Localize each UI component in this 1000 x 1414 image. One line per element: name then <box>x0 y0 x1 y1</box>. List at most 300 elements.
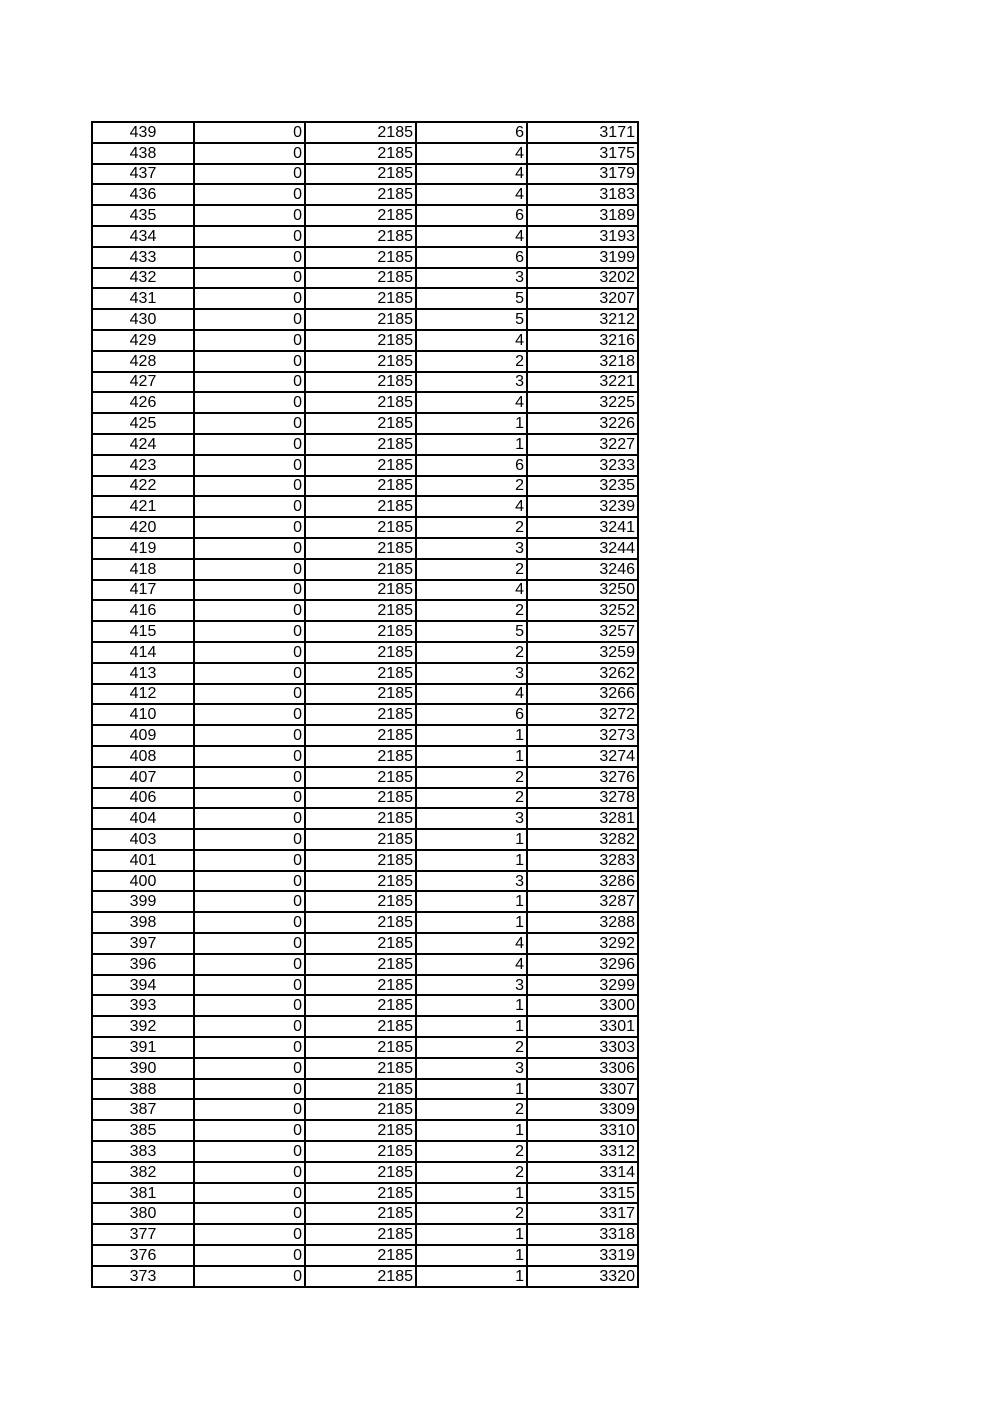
table-row <box>92 912 638 933</box>
table-cell-col-4: 4 <box>416 954 527 975</box>
table-row <box>92 725 638 746</box>
table-cell-col-1: 415 <box>92 621 194 642</box>
table-cell-col-5: 3225 <box>527 392 638 413</box>
table-cell-col-4: 3 <box>416 871 527 892</box>
table-cell-col-4: 1 <box>416 1245 527 1266</box>
table-row <box>92 788 638 809</box>
table-row <box>92 975 638 996</box>
table-cell-col-1: 392 <box>92 1016 194 1037</box>
table-row <box>92 1058 638 1079</box>
table-cell-col-2: 0 <box>194 1183 305 1204</box>
table-cell-col-5: 3257 <box>527 621 638 642</box>
table-cell-col-5: 3218 <box>527 351 638 372</box>
table-cell-col-2: 0 <box>194 413 305 434</box>
table-cell-col-1: 400 <box>92 871 194 892</box>
table-cell-col-2: 0 <box>194 455 305 476</box>
table-cell-col-5: 3235 <box>527 476 638 497</box>
table-cell-col-3: 2185 <box>305 871 416 892</box>
table-cell-col-5: 3317 <box>527 1203 638 1224</box>
table-cell-col-4: 5 <box>416 621 527 642</box>
table-cell-col-3: 2185 <box>305 476 416 497</box>
table-row <box>92 1141 638 1162</box>
table-cell-col-3: 2185 <box>305 1079 416 1100</box>
table-cell-col-5: 3272 <box>527 704 638 725</box>
table-cell-col-4: 2 <box>416 767 527 788</box>
table-row <box>92 1183 638 1204</box>
table-cell-col-1: 439 <box>92 122 194 143</box>
table-cell-col-2: 0 <box>194 580 305 601</box>
table-row <box>92 372 638 393</box>
table-cell-col-2: 0 <box>194 746 305 767</box>
table-cell-col-5: 3296 <box>527 954 638 975</box>
table-cell-col-5: 3301 <box>527 1016 638 1037</box>
table-cell-col-4: 2 <box>416 788 527 809</box>
table-cell-col-5: 3244 <box>527 538 638 559</box>
table-cell-col-5: 3314 <box>527 1162 638 1183</box>
table-cell-col-4: 4 <box>416 392 527 413</box>
table-cell-col-3: 2185 <box>305 746 416 767</box>
table-cell-col-5: 3299 <box>527 975 638 996</box>
table-cell-col-4: 1 <box>416 1266 527 1287</box>
table-cell-col-2: 0 <box>194 975 305 996</box>
table-cell-col-1: 425 <box>92 413 194 434</box>
table-body <box>92 122 638 1287</box>
table-cell-col-1: 376 <box>92 1245 194 1266</box>
table-cell-col-4: 2 <box>416 600 527 621</box>
table-row <box>92 642 638 663</box>
table-cell-col-4: 1 <box>416 413 527 434</box>
table-cell-col-5: 3183 <box>527 184 638 205</box>
table-cell-col-2: 0 <box>194 1141 305 1162</box>
table-cell-col-4: 1 <box>416 1120 527 1141</box>
table-cell-col-1: 406 <box>92 788 194 809</box>
table-cell-col-4: 6 <box>416 455 527 476</box>
table-cell-col-4: 1 <box>416 1224 527 1245</box>
table-cell-col-4: 2 <box>416 1141 527 1162</box>
table-cell-col-4: 4 <box>416 933 527 954</box>
table-cell-col-5: 3319 <box>527 1245 638 1266</box>
table-cell-col-1: 399 <box>92 891 194 912</box>
table-row <box>92 1266 638 1287</box>
table-cell-col-5: 3278 <box>527 788 638 809</box>
table-cell-col-3: 2185 <box>305 642 416 663</box>
table-cell-col-3: 2185 <box>305 850 416 871</box>
table-cell-col-2: 0 <box>194 559 305 580</box>
table-cell-col-1: 436 <box>92 184 194 205</box>
table-cell-col-2: 0 <box>194 351 305 372</box>
table-cell-col-2: 0 <box>194 704 305 725</box>
table-cell-col-4: 4 <box>416 226 527 247</box>
table-cell-col-3: 2185 <box>305 268 416 289</box>
table-cell-col-4: 1 <box>416 1079 527 1100</box>
table-cell-col-5: 3274 <box>527 746 638 767</box>
table-row <box>92 164 638 185</box>
table-cell-col-5: 3262 <box>527 663 638 684</box>
table-cell-col-1: 432 <box>92 268 194 289</box>
table-cell-col-3: 2185 <box>305 933 416 954</box>
table-cell-col-4: 4 <box>416 143 527 164</box>
table-cell-col-2: 0 <box>194 247 305 268</box>
table-cell-col-5: 3259 <box>527 642 638 663</box>
table-cell-col-4: 2 <box>416 642 527 663</box>
table-cell-col-4: 1 <box>416 725 527 746</box>
table-cell-col-4: 5 <box>416 288 527 309</box>
table-cell-col-4: 6 <box>416 122 527 143</box>
table-cell-col-4: 1 <box>416 891 527 912</box>
table-cell-col-2: 0 <box>194 205 305 226</box>
table-row <box>92 205 638 226</box>
table-cell-col-1: 393 <box>92 995 194 1016</box>
table-cell-col-4: 2 <box>416 517 527 538</box>
table-cell-col-4: 1 <box>416 850 527 871</box>
table-cell-col-3: 2185 <box>305 496 416 517</box>
table-row <box>92 954 638 975</box>
table-cell-col-1: 419 <box>92 538 194 559</box>
table-cell-col-4: 4 <box>416 580 527 601</box>
table-row <box>92 663 638 684</box>
table-cell-col-2: 0 <box>194 1037 305 1058</box>
table-cell-col-1: 437 <box>92 164 194 185</box>
table-cell-col-1: 420 <box>92 517 194 538</box>
table-cell-col-3: 2185 <box>305 1183 416 1204</box>
table-row <box>92 1224 638 1245</box>
table-cell-col-3: 2185 <box>305 600 416 621</box>
table-cell-col-3: 2185 <box>305 1037 416 1058</box>
table-cell-col-2: 0 <box>194 288 305 309</box>
table-cell-col-2: 0 <box>194 871 305 892</box>
table-row <box>92 496 638 517</box>
table-cell-col-5: 3307 <box>527 1079 638 1100</box>
table-cell-col-3: 2185 <box>305 309 416 330</box>
table-cell-col-1: 412 <box>92 684 194 705</box>
table-row <box>92 850 638 871</box>
table-cell-col-3: 2185 <box>305 205 416 226</box>
table-cell-col-2: 0 <box>194 143 305 164</box>
table-row <box>92 829 638 850</box>
table-cell-col-2: 0 <box>194 808 305 829</box>
table-cell-col-3: 2185 <box>305 538 416 559</box>
table-cell-col-2: 0 <box>194 372 305 393</box>
table-cell-col-1: 398 <box>92 912 194 933</box>
table-cell-col-1: 435 <box>92 205 194 226</box>
table-cell-col-5: 3199 <box>527 247 638 268</box>
table-cell-col-1: 401 <box>92 850 194 871</box>
table-cell-col-1: 417 <box>92 580 194 601</box>
table-cell-col-5: 3283 <box>527 850 638 871</box>
table-cell-col-3: 2185 <box>305 1099 416 1120</box>
table-cell-col-1: 421 <box>92 496 194 517</box>
table-cell-col-2: 0 <box>194 1079 305 1100</box>
table-cell-col-2: 0 <box>194 309 305 330</box>
table-cell-col-1: 408 <box>92 746 194 767</box>
table-cell-col-3: 2185 <box>305 663 416 684</box>
table-cell-col-3: 2185 <box>305 912 416 933</box>
table-cell-col-4: 6 <box>416 205 527 226</box>
table-cell-col-2: 0 <box>194 1224 305 1245</box>
table-cell-col-3: 2185 <box>305 767 416 788</box>
table-row <box>92 871 638 892</box>
table-cell-col-2: 0 <box>194 788 305 809</box>
table-cell-col-1: 380 <box>92 1203 194 1224</box>
table-cell-col-4: 3 <box>416 1058 527 1079</box>
table-cell-col-5: 3292 <box>527 933 638 954</box>
table-row <box>92 891 638 912</box>
table-cell-col-1: 391 <box>92 1037 194 1058</box>
table-cell-col-3: 2185 <box>305 559 416 580</box>
table-cell-col-4: 1 <box>416 1183 527 1204</box>
table-cell-col-2: 0 <box>194 621 305 642</box>
table-cell-col-4: 2 <box>416 1162 527 1183</box>
table-cell-col-5: 3320 <box>527 1266 638 1287</box>
table-cell-col-5: 3216 <box>527 330 638 351</box>
table-cell-col-3: 2185 <box>305 517 416 538</box>
table-row <box>92 226 638 247</box>
table-cell-col-2: 0 <box>194 725 305 746</box>
table-row <box>92 580 638 601</box>
table-cell-col-2: 0 <box>194 538 305 559</box>
table-cell-col-5: 3246 <box>527 559 638 580</box>
table-cell-col-5: 3252 <box>527 600 638 621</box>
table-cell-col-5: 3179 <box>527 164 638 185</box>
table-cell-col-3: 2185 <box>305 788 416 809</box>
table-cell-col-1: 418 <box>92 559 194 580</box>
table-cell-col-1: 396 <box>92 954 194 975</box>
table-cell-col-3: 2185 <box>305 725 416 746</box>
table-row <box>92 808 638 829</box>
table-cell-col-4: 1 <box>416 746 527 767</box>
table-row <box>92 767 638 788</box>
table-cell-col-1: 423 <box>92 455 194 476</box>
table-row <box>92 704 638 725</box>
table-cell-col-3: 2185 <box>305 1141 416 1162</box>
table-cell-col-3: 2185 <box>305 684 416 705</box>
table-cell-col-2: 0 <box>194 891 305 912</box>
table-cell-col-3: 2185 <box>305 1224 416 1245</box>
table-row <box>92 1162 638 1183</box>
table-cell-col-2: 0 <box>194 268 305 289</box>
table-cell-col-5: 3221 <box>527 372 638 393</box>
table-cell-col-3: 2185 <box>305 1203 416 1224</box>
table-cell-col-3: 2185 <box>305 1245 416 1266</box>
table-cell-col-2: 0 <box>194 1099 305 1120</box>
table-cell-col-4: 3 <box>416 975 527 996</box>
table-cell-col-1: 387 <box>92 1099 194 1120</box>
table-row <box>92 247 638 268</box>
table-cell-col-5: 3288 <box>527 912 638 933</box>
table-cell-col-4: 2 <box>416 1099 527 1120</box>
table-row <box>92 1079 638 1100</box>
table-cell-col-3: 2185 <box>305 1266 416 1287</box>
table-cell-col-2: 0 <box>194 663 305 684</box>
table-cell-col-1: 404 <box>92 808 194 829</box>
table-cell-col-3: 2185 <box>305 351 416 372</box>
table-cell-col-4: 3 <box>416 808 527 829</box>
table-cell-col-1: 394 <box>92 975 194 996</box>
table-row <box>92 1245 638 1266</box>
table-row <box>92 1099 638 1120</box>
table-cell-col-1: 430 <box>92 309 194 330</box>
table-cell-col-5: 3303 <box>527 1037 638 1058</box>
table-cell-col-1: 409 <box>92 725 194 746</box>
table-row <box>92 995 638 1016</box>
table-cell-col-2: 0 <box>194 933 305 954</box>
table-row <box>92 1203 638 1224</box>
table-cell-col-3: 2185 <box>305 704 416 725</box>
table-cell-col-4: 4 <box>416 330 527 351</box>
table-cell-col-5: 3281 <box>527 808 638 829</box>
table-cell-col-1: 434 <box>92 226 194 247</box>
table-cell-col-2: 0 <box>194 995 305 1016</box>
table-cell-col-3: 2185 <box>305 247 416 268</box>
table-cell-col-4: 2 <box>416 1203 527 1224</box>
table-cell-col-2: 0 <box>194 1058 305 1079</box>
table-cell-col-1: 377 <box>92 1224 194 1245</box>
table-cell-col-3: 2185 <box>305 1058 416 1079</box>
table-row <box>92 1016 638 1037</box>
table-cell-col-5: 3286 <box>527 871 638 892</box>
table-cell-col-1: 403 <box>92 829 194 850</box>
table-cell-col-2: 0 <box>194 642 305 663</box>
table-cell-col-2: 0 <box>194 392 305 413</box>
table-cell-col-3: 2185 <box>305 995 416 1016</box>
table-cell-col-4: 6 <box>416 704 527 725</box>
table-cell-col-1: 388 <box>92 1079 194 1100</box>
table-cell-col-3: 2185 <box>305 1162 416 1183</box>
table-cell-col-5: 3207 <box>527 288 638 309</box>
table-cell-col-3: 2185 <box>305 954 416 975</box>
table-cell-col-5: 3312 <box>527 1141 638 1162</box>
table-cell-col-3: 2185 <box>305 164 416 185</box>
table-cell-col-3: 2185 <box>305 891 416 912</box>
table-row <box>92 268 638 289</box>
table-cell-col-2: 0 <box>194 850 305 871</box>
table-cell-col-2: 0 <box>194 122 305 143</box>
table-cell-col-1: 433 <box>92 247 194 268</box>
table-cell-col-5: 3273 <box>527 725 638 746</box>
table-cell-col-5: 3266 <box>527 684 638 705</box>
table-cell-col-3: 2185 <box>305 122 416 143</box>
table-cell-col-1: 416 <box>92 600 194 621</box>
table-cell-col-5: 3171 <box>527 122 638 143</box>
table-cell-col-5: 3175 <box>527 143 638 164</box>
table-row <box>92 392 638 413</box>
table-cell-col-5: 3241 <box>527 517 638 538</box>
table-cell-col-2: 0 <box>194 496 305 517</box>
table-cell-col-1: 431 <box>92 288 194 309</box>
table-cell-col-1: 422 <box>92 476 194 497</box>
table-row <box>92 351 638 372</box>
table-row <box>92 517 638 538</box>
table-cell-col-4: 4 <box>416 496 527 517</box>
table-row <box>92 476 638 497</box>
table-cell-col-1: 426 <box>92 392 194 413</box>
table-cell-col-2: 0 <box>194 912 305 933</box>
table-cell-col-4: 1 <box>416 912 527 933</box>
table-cell-col-2: 0 <box>194 434 305 455</box>
table-cell-col-5: 3276 <box>527 767 638 788</box>
table-cell-col-3: 2185 <box>305 808 416 829</box>
table-row <box>92 288 638 309</box>
table-cell-col-5: 3227 <box>527 434 638 455</box>
table-cell-col-2: 0 <box>194 684 305 705</box>
table-cell-col-1: 373 <box>92 1266 194 1287</box>
table-cell-col-3: 2185 <box>305 330 416 351</box>
table-cell-col-5: 3212 <box>527 309 638 330</box>
table-cell-col-3: 2185 <box>305 226 416 247</box>
table-cell-col-2: 0 <box>194 226 305 247</box>
data-table <box>91 121 639 1288</box>
table-cell-col-5: 3233 <box>527 455 638 476</box>
table-cell-col-4: 3 <box>416 268 527 289</box>
table-cell-col-5: 3239 <box>527 496 638 517</box>
table-cell-col-3: 2185 <box>305 829 416 850</box>
table-row <box>92 600 638 621</box>
table-cell-col-2: 0 <box>194 829 305 850</box>
table-cell-col-2: 0 <box>194 767 305 788</box>
table-cell-col-3: 2185 <box>305 455 416 476</box>
table-cell-col-4: 1 <box>416 1016 527 1037</box>
table-cell-col-5: 3306 <box>527 1058 638 1079</box>
table-cell-col-5: 3226 <box>527 413 638 434</box>
table-cell-col-1: 383 <box>92 1141 194 1162</box>
table-cell-col-1: 428 <box>92 351 194 372</box>
table-cell-col-1: 438 <box>92 143 194 164</box>
table-cell-col-3: 2185 <box>305 434 416 455</box>
table-cell-col-1: 413 <box>92 663 194 684</box>
table-row <box>92 455 638 476</box>
table-cell-col-4: 2 <box>416 559 527 580</box>
table-cell-col-3: 2185 <box>305 580 416 601</box>
table-cell-col-4: 2 <box>416 1037 527 1058</box>
table-cell-col-3: 2185 <box>305 1016 416 1037</box>
table-row <box>92 621 638 642</box>
table-cell-col-4: 3 <box>416 538 527 559</box>
table-row <box>92 684 638 705</box>
table-cell-col-5: 3250 <box>527 580 638 601</box>
table-row <box>92 143 638 164</box>
table-cell-col-4: 3 <box>416 372 527 393</box>
table-cell-col-1: 385 <box>92 1120 194 1141</box>
table-cell-col-5: 3300 <box>527 995 638 1016</box>
table-cell-col-1: 382 <box>92 1162 194 1183</box>
table-cell-col-5: 3310 <box>527 1120 638 1141</box>
table-cell-col-1: 427 <box>92 372 194 393</box>
table-cell-col-5: 3309 <box>527 1099 638 1120</box>
table-cell-col-2: 0 <box>194 1016 305 1037</box>
table-row <box>92 933 638 954</box>
table-cell-col-4: 4 <box>416 164 527 185</box>
table-cell-col-1: 414 <box>92 642 194 663</box>
table-cell-col-3: 2185 <box>305 392 416 413</box>
table-cell-col-5: 3315 <box>527 1183 638 1204</box>
table-cell-col-3: 2185 <box>305 975 416 996</box>
table-cell-col-2: 0 <box>194 184 305 205</box>
table-cell-col-5: 3287 <box>527 891 638 912</box>
table-row <box>92 434 638 455</box>
table-cell-col-2: 0 <box>194 1245 305 1266</box>
table-row <box>92 309 638 330</box>
table-cell-col-2: 0 <box>194 1120 305 1141</box>
table-cell-col-5: 3318 <box>527 1224 638 1245</box>
table-row <box>92 122 638 143</box>
table-cell-col-1: 381 <box>92 1183 194 1204</box>
table-cell-col-2: 0 <box>194 517 305 538</box>
table-cell-col-2: 0 <box>194 164 305 185</box>
table-cell-col-4: 4 <box>416 184 527 205</box>
table-cell-col-2: 0 <box>194 954 305 975</box>
table-row <box>92 1120 638 1141</box>
table-cell-col-3: 2185 <box>305 372 416 393</box>
